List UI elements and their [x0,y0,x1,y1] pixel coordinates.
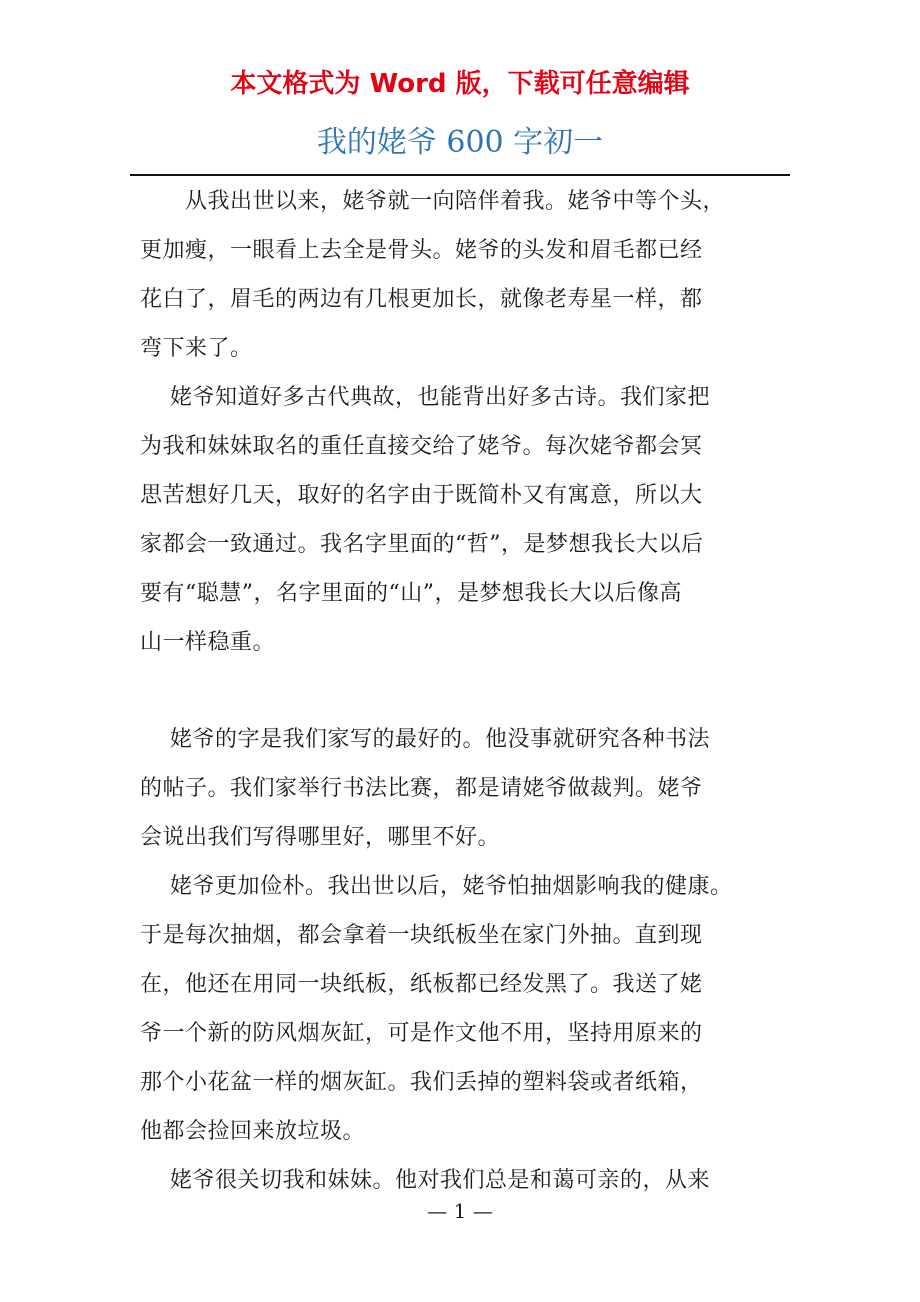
paragraph [140,862,790,1156]
text-line: 更加瘦，一眼看上去全是骨头。姥爷的头发和眉毛都已经 [140,238,703,263]
text-line: 姥爷知道好多古代典故，也能背出好多古诗。我们家把 [140,385,710,410]
text-line: 姥爷的字是我们家写的最好的。他没事就研究各种书法 [140,727,710,752]
text-line: 于是每次抽烟，都会拿着一块纸板坐在家门外抽。直到现 [140,923,703,948]
text-line: 会说出我们写得哪里好，哪里不好。 [140,825,501,850]
format-notice: 本文格式为 Word 版，下载可任意编辑 [230,69,690,99]
text-line: 从我出世以来，姥爷就一向陪伴着我。姥爷中等个头， [140,189,725,214]
text-line: 家都会一致通过。我名字里面的“哲”，是梦想我长大以后 [140,532,704,557]
text-line: 在，他还在用同一块纸板，纸板都已经发黑了。我送了姥 [140,972,703,997]
text-line: 那个小花盆一样的烟灰缸。我们丢掉的塑料袋或者纸箱， [140,1070,703,1095]
text-line: 爷一个新的防风烟灰缸，可是作文他不用，坚持用原来的 [140,1021,703,1046]
text-line: 的帖子。我们家举行书法比赛，都是请姥爷做裁判。姥爷 [140,776,703,801]
title-divider [130,174,790,176]
page-number: — 1 — [427,1199,493,1223]
text-line: 思苦想好几天，取好的名字由于既简朴又有寓意，所以大 [140,483,703,508]
text-line: 他都会捡回来放垃圾。 [140,1119,366,1144]
text-line: 要有“聪慧”，名字里面的“山”，是梦想我长大以后像高 [140,581,682,606]
text-line: 弯下来了。 [140,336,253,361]
text-line: 为我和妹妹取名的重任直接交给了姥爷。每次姥爷都会冥 [140,434,703,459]
text-line: 花白了，眉毛的两边有几根更加长，就像老寿星一样，都 [140,287,703,312]
paragraph-spacer [140,667,790,715]
paragraph [140,373,790,667]
document-title: 我的姥爷 600 字初一 [316,125,604,160]
text-line: 山一样稳重。 [140,630,276,655]
text-line: 姥爷更加俭朴。我出世以后，姥爷怕抽烟影响我的健康。 [140,874,733,899]
paragraph [140,715,790,862]
document-body [140,177,790,1205]
text-line: 姥爷很关切我和妹妹。他对我们总是和蔼可亲的，从来 [140,1168,710,1193]
paragraph [140,177,790,373]
